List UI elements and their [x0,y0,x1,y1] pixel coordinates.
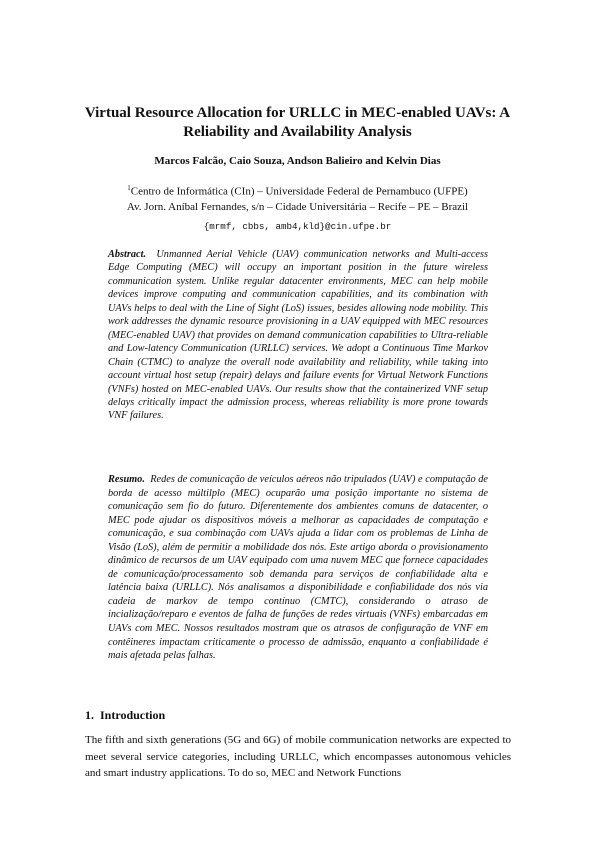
abstract [108,248,488,423]
author-emails: {mrmf, cbbs, amb4,kld}@cin.ufpe.br [203,221,392,232]
affiliation-line-2: Av. Jorn. Aníbal Fernandes, s/n – Cidade Universitária – Recife – PE – Brazil [126,200,469,213]
affiliation-institution: Centro de Informática (CIn) – Universidade Federal de Pernambuco (UFPE) [130,185,468,198]
paper-title: Virtual Resource Allocation for URLLC in MEC-enabled UAVs: A Reliability and Availability Analysis [84,105,511,140]
resumo [108,473,488,663]
affiliation-marker: 1 [127,184,131,192]
author-list: Marcos Falcão, Caio Souza, Andson Balieiro and Kelvin Dias [154,155,441,167]
affiliation-line-1 [70,181,525,200]
section-title: Introduction [100,708,166,722]
section-heading-introduction [85,708,505,723]
resumo-text: Redes de comunicação de veículos aéreos não tripulados (UAV) e computação de borda de acesso múltilplo (MEC) ocuparão uma posição importante no sistema de comunicação sem fio do futuro. Diferentemente dos ambientes comuns de datacenter, o MEC pode ajudar os dispositivos móveis a melhorar as capacidades de computação e comunicação, e sua combinação com UAVs ajuda a lidar com os problemas de Linha de Visão (LoS), além de permitir a mobilidade dos nós. Este artigo aborda o provisionamento dinâmico de recursos de um UAV equipado com uma nuvem MEC que fornece capacidades de comunicação/processamento sob demanda para serviços de confiabilidade alta e latência baixa (URLLC). Nós analisamos a disponibilidade e confiabilidade dos nós via cadeia de markov de tempo contínuo (CMTC), considerando o atraso de incialização/reparo e eventos de falha de funções de redes virtuais (VNFs) embarcadas em UAVs com MEC. Nossos resultados mostram que os atrasos de configuração de VNF em contêineres impactam criticamente o processo de admissão, enquanto a confiabilidade é mais afetada pelas falhas. [108,474,488,662]
introduction-paragraph: The fifth and sixth generations (5G and 6G) of mobile communication networks are expected to meet several service categories, including URLLC, which encompasses autonomous vehicles and smart industry applications. To do so, MEC and Network Functions [85,734,511,780]
abstract-label: Abstract. [108,249,147,260]
affiliation [70,181,525,215]
section-number: 1. [85,708,94,722]
resumo-label: Resumo. [108,474,145,485]
abstract-text: Unmanned Aerial Vehicle (UAV) communication networks and Multi-access Edge Computing (MEC) will occupy an important position in the future wireless communication system. Unlike regular datacenter environments, MEC can help mobile devices improve computing and communication capabilities, and its combination with UAVs helps to deal with the Line of Sight (LoS) issues, besides allowing node mobility. This work addresses the dynamic resource provisioning in a UAV equipped with MEC resources (MEC-enabled UAV) that provides on demand communication capabilities to Ultra-reliable and Low-latency Communication (URLLC) services. We adopt a Continuous Time Markov Chain (CTMC) to analyze the overall node availability and reliability, while taking into account virtual host setup (repair) delays and failure events for Virtual Network Functions (VNFs) hosted on MEC-enabled UAVs. Our results show that the containerized VNF setup delays critically impact the admission process, whereas reliability is more prone towards VNF failures. [108,249,488,422]
